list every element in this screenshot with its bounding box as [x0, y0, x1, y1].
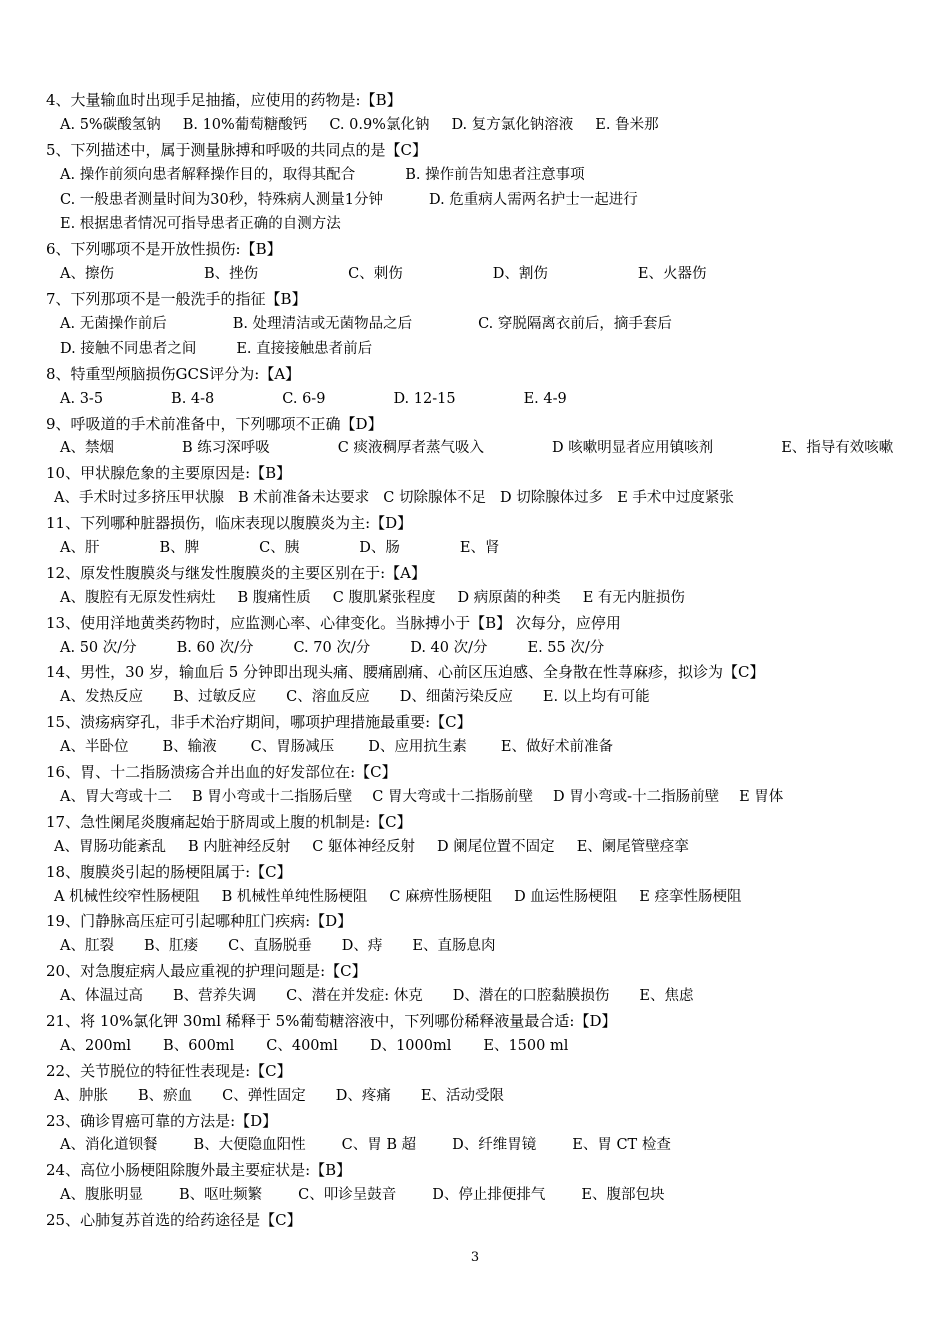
option: B、肛瘘 — [143, 938, 199, 955]
option: D. 12-15 — [393, 390, 456, 407]
option: A、消化道钡餐 — [60, 1137, 158, 1154]
option: C 胃大弯或十二指肠前壁 — [372, 788, 533, 805]
option: D. 危重病人需两名护士一起进行 — [428, 191, 638, 208]
options-row — [0, 188, 950, 213]
option: D、疼痛 — [335, 1087, 391, 1104]
option: E. 根据患者情况可指导患者正确的自测方法 — [60, 216, 341, 233]
question-stem: 8、特重型颅脑损伤GCS评分为:【A】 — [46, 364, 301, 383]
option: A. 50 次/分 — [60, 639, 137, 656]
question-stem: 16、胃、十二指肠溃疡合并出血的好发部位在:【C】 — [46, 763, 397, 782]
option: A、腹胀明显 — [60, 1187, 143, 1204]
option: B 内脏神经反射 — [187, 838, 291, 855]
options-row — [0, 934, 950, 959]
option: B、呕吐频繁 — [178, 1187, 263, 1204]
option: B. 4-8 — [171, 390, 215, 407]
option: C、400ml — [266, 1037, 338, 1054]
option: C、胰 — [259, 540, 300, 557]
options-row — [0, 312, 950, 337]
option: B、600ml — [163, 1037, 235, 1054]
options-row — [0, 785, 950, 810]
question-stem: 15、溃疡病穿孔，非手术治疗期间，哪项护理措施最重要:【C】 — [46, 713, 472, 732]
options-row — [0, 262, 950, 287]
option: C 躯体神经反射 — [312, 838, 415, 855]
option: C 麻痹性肠梗阻 — [389, 888, 493, 905]
options-row — [0, 636, 950, 661]
option: A、200ml — [60, 1037, 132, 1054]
option: C、胃 B 超 — [341, 1137, 417, 1154]
option: A、手术时过多挤压甲状腺 — [54, 490, 224, 507]
question-stem: 18、腹膜炎引起的肠梗阻属于:【C】 — [46, 862, 292, 881]
option: D、纤维胃镜 — [452, 1137, 537, 1154]
options-row — [0, 885, 950, 910]
option: A、胃肠功能紊乱 — [54, 838, 166, 855]
option: B. 60 次/分 — [176, 639, 254, 656]
option: E 手术中过度紧张 — [617, 490, 734, 507]
option: C、溶血反应 — [286, 689, 370, 706]
option: A 机械性绞窄性肠梗阻 — [54, 888, 200, 905]
option: A、腹腔有无原发性病灶 — [60, 589, 216, 606]
option: A. 无菌操作前后 — [60, 316, 167, 333]
question-stem: 25、心肺复苏首选的给药途径是【C】 — [46, 1211, 302, 1230]
option: B 机械性单纯性肠梗阻 — [221, 888, 368, 905]
option: D. 40 次/分 — [410, 639, 488, 656]
option: A、禁烟 — [60, 440, 114, 457]
option: A、肝 — [60, 540, 100, 557]
option: E、腹部包块 — [581, 1187, 665, 1204]
question-stem: 24、高位小肠梗阻除腹外最主要症状是:【B】 — [46, 1161, 352, 1180]
option: C. 0.9%氯化钠 — [329, 116, 430, 133]
option: E 胃体 — [739, 788, 784, 805]
option: D. 复方氯化钠溶液 — [451, 116, 574, 133]
option: B 练习深呼吸 — [181, 440, 270, 457]
option: B. 处理清洁或无菌物品之后 — [232, 316, 413, 333]
option: A. 3-5 — [60, 390, 104, 407]
options-row — [0, 1183, 950, 1208]
question-stem: 13、使用洋地黄类药物时，应监测心率、心律变化。当脉搏小于【B】 次每分，应停用 — [46, 613, 621, 632]
option: E. 4-9 — [523, 390, 567, 407]
question-stem: 7、下列那项不是一般洗手的指征【B】 — [46, 290, 307, 309]
option: E. 55 次/分 — [527, 639, 605, 656]
option: C、弹性固定 — [222, 1087, 306, 1104]
option: B、营养失调 — [172, 988, 257, 1005]
option: A、半卧位 — [60, 739, 129, 756]
option: A、发热反应 — [60, 689, 143, 706]
options-row — [0, 436, 950, 461]
option: D、肠 — [359, 540, 400, 557]
option: A. 操作前须向患者解释操作目的，取得其配合 — [60, 166, 356, 183]
question-stem: 5、下列描述中，属于测量脉搏和呼吸的共同点的是【C】 — [46, 140, 428, 159]
option: E 痉挛性肠梗阻 — [639, 888, 742, 905]
option: B. 操作前告知患者注意事项 — [405, 166, 585, 183]
option: E、活动受限 — [420, 1087, 504, 1104]
option: D 血运性肠梗阻 — [514, 888, 618, 905]
option: D、潜在的口腔黏膜损伤 — [452, 988, 610, 1005]
option: D、停止排便排气 — [432, 1187, 546, 1204]
option: E. 直接接触患者前后 — [236, 340, 373, 357]
options-row — [0, 486, 950, 511]
option: C. 一般患者测量时间为30秒，特殊病人测量1分钟 — [60, 191, 383, 208]
option: B、挫伤 — [203, 266, 259, 283]
question-stem: 22、关节脱位的特征性表现是:【C】 — [46, 1061, 292, 1080]
option: A、肛裂 — [60, 938, 114, 955]
options-row — [0, 113, 950, 138]
option: C、胃肠减压 — [250, 739, 335, 756]
options-row — [0, 984, 950, 1009]
question-stem: 4、大量输血时出现手足抽搐，应使用的药物是:【B】 — [46, 91, 402, 109]
options-row — [0, 835, 950, 860]
question-stem: 10、甲状腺危象的主要原因是:【B】 — [46, 464, 292, 483]
question-stem: 19、门静脉高压症可引起哪种肛门疾病:【D】 — [46, 912, 353, 931]
options-row — [0, 212, 950, 237]
options-row — [0, 337, 950, 362]
option: D、细菌污染反应 — [399, 689, 513, 706]
option: C、直肠脱垂 — [228, 938, 312, 955]
option: B、输液 — [162, 739, 217, 756]
option: E. 以上均有可能 — [542, 689, 650, 706]
options-row — [0, 1084, 950, 1109]
option: D、痔 — [341, 938, 383, 955]
option: D、应用抗生素 — [368, 739, 467, 756]
option: D 阑尾位置不固定 — [436, 838, 555, 855]
option: B、过敏反应 — [172, 689, 257, 706]
option: C、潜在并发症: 休克 — [286, 988, 423, 1005]
option: B 腹痛性质 — [237, 589, 311, 606]
option: E、指导有效咳嗽 — [781, 440, 894, 457]
option: C 痰液稠厚者蒸气吸入 — [337, 440, 484, 457]
option: C. 6-9 — [282, 390, 326, 407]
question-stem: 21、将 10%氯化钾 30ml 稀释于 5%葡萄糖溶液中，下列哪份稀释液量最合适:【D】 — [46, 1011, 617, 1030]
option: C 腹肌紧张程度 — [332, 589, 436, 606]
option: E 有无内脏损伤 — [582, 589, 685, 606]
option: C、叩诊呈鼓音 — [298, 1187, 397, 1204]
option: D 病原菌的种类 — [457, 589, 561, 606]
options-row — [0, 735, 950, 760]
option: E、1500 ml — [483, 1037, 569, 1054]
question-stem: 23、确诊胃癌可靠的方法是:【D】 — [46, 1111, 278, 1130]
option: A、擦伤 — [60, 266, 114, 283]
option: E、火器伤 — [637, 266, 707, 283]
option: E、阑尾管壁痉挛 — [576, 838, 689, 855]
option: D 胃小弯或-十二指肠前壁 — [552, 788, 720, 805]
question-stem: 9、呼吸道的手术前准备中，下列哪项不正确【D】 — [46, 414, 383, 433]
options-row — [0, 1133, 950, 1158]
question-stem: 12、原发性腹膜炎与继发性腹膜炎的主要区别在于:【A】 — [46, 563, 426, 582]
question-list — [0, 88, 950, 1233]
question-stem: 17、急性阑尾炎腹痛起始于脐周或上腹的机制是:【C】 — [46, 812, 412, 831]
option: D. 接触不同患者之间 — [60, 340, 197, 357]
option: B. 10%葡萄糖酸钙 — [182, 116, 308, 133]
option: B 胃小弯或十二指肠后壁 — [191, 788, 353, 805]
option: A、体温过高 — [60, 988, 143, 1005]
question-stem: 14、男性，30 岁，输血后 5 分钟即出现头痛、腰痛剧痛、心前区压迫感、全身散在性荨麻疹，拟诊为【C】 — [46, 663, 765, 682]
option: E、胃 CT 检查 — [572, 1137, 671, 1154]
options-row — [0, 536, 950, 561]
options-row — [0, 685, 950, 710]
question-stem: 11、下列哪种脏器损伤，临床表现以腹膜炎为主:【D】 — [46, 514, 413, 533]
option: B、瘀血 — [137, 1087, 193, 1104]
options-row — [0, 163, 950, 188]
option: C. 70 次/分 — [293, 639, 371, 656]
option: A. 5%碳酸氢钠 — [60, 116, 161, 133]
question-stem: 20、对急腹症病人最应重视的护理问题是:【C】 — [46, 962, 367, 981]
option: E、肾 — [459, 540, 500, 557]
options-row — [0, 586, 950, 611]
option: E. 鲁米那 — [595, 116, 659, 133]
option: A、肿胀 — [54, 1087, 108, 1104]
option: B、大便隐血阳性 — [193, 1137, 306, 1154]
option: B、脾 — [159, 540, 200, 557]
option: A、胃大弯或十二 — [60, 788, 172, 805]
options-row — [0, 387, 950, 412]
option: C、刺伤 — [348, 266, 403, 283]
option: C 切除腺体不足 — [383, 490, 486, 507]
option: D、割伤 — [492, 266, 548, 283]
option: D、1000ml — [369, 1037, 452, 1054]
options-row — [0, 1034, 950, 1059]
option: E、直肠息肉 — [412, 938, 496, 955]
option: E、焦虑 — [639, 988, 694, 1005]
page-number: 3 — [470, 1250, 480, 1265]
option: B 术前准备未达要求 — [237, 490, 370, 507]
option: D 咳嗽明显者应用镇咳剂 — [551, 440, 714, 457]
option: C. 穿脱隔离衣前后，摘手套后 — [478, 316, 672, 333]
question-stem: 6、下列哪项不是开放性损伤:【B】 — [46, 240, 282, 259]
option: D 切除腺体过多 — [499, 490, 604, 507]
option: E、做好术前准备 — [500, 739, 613, 756]
